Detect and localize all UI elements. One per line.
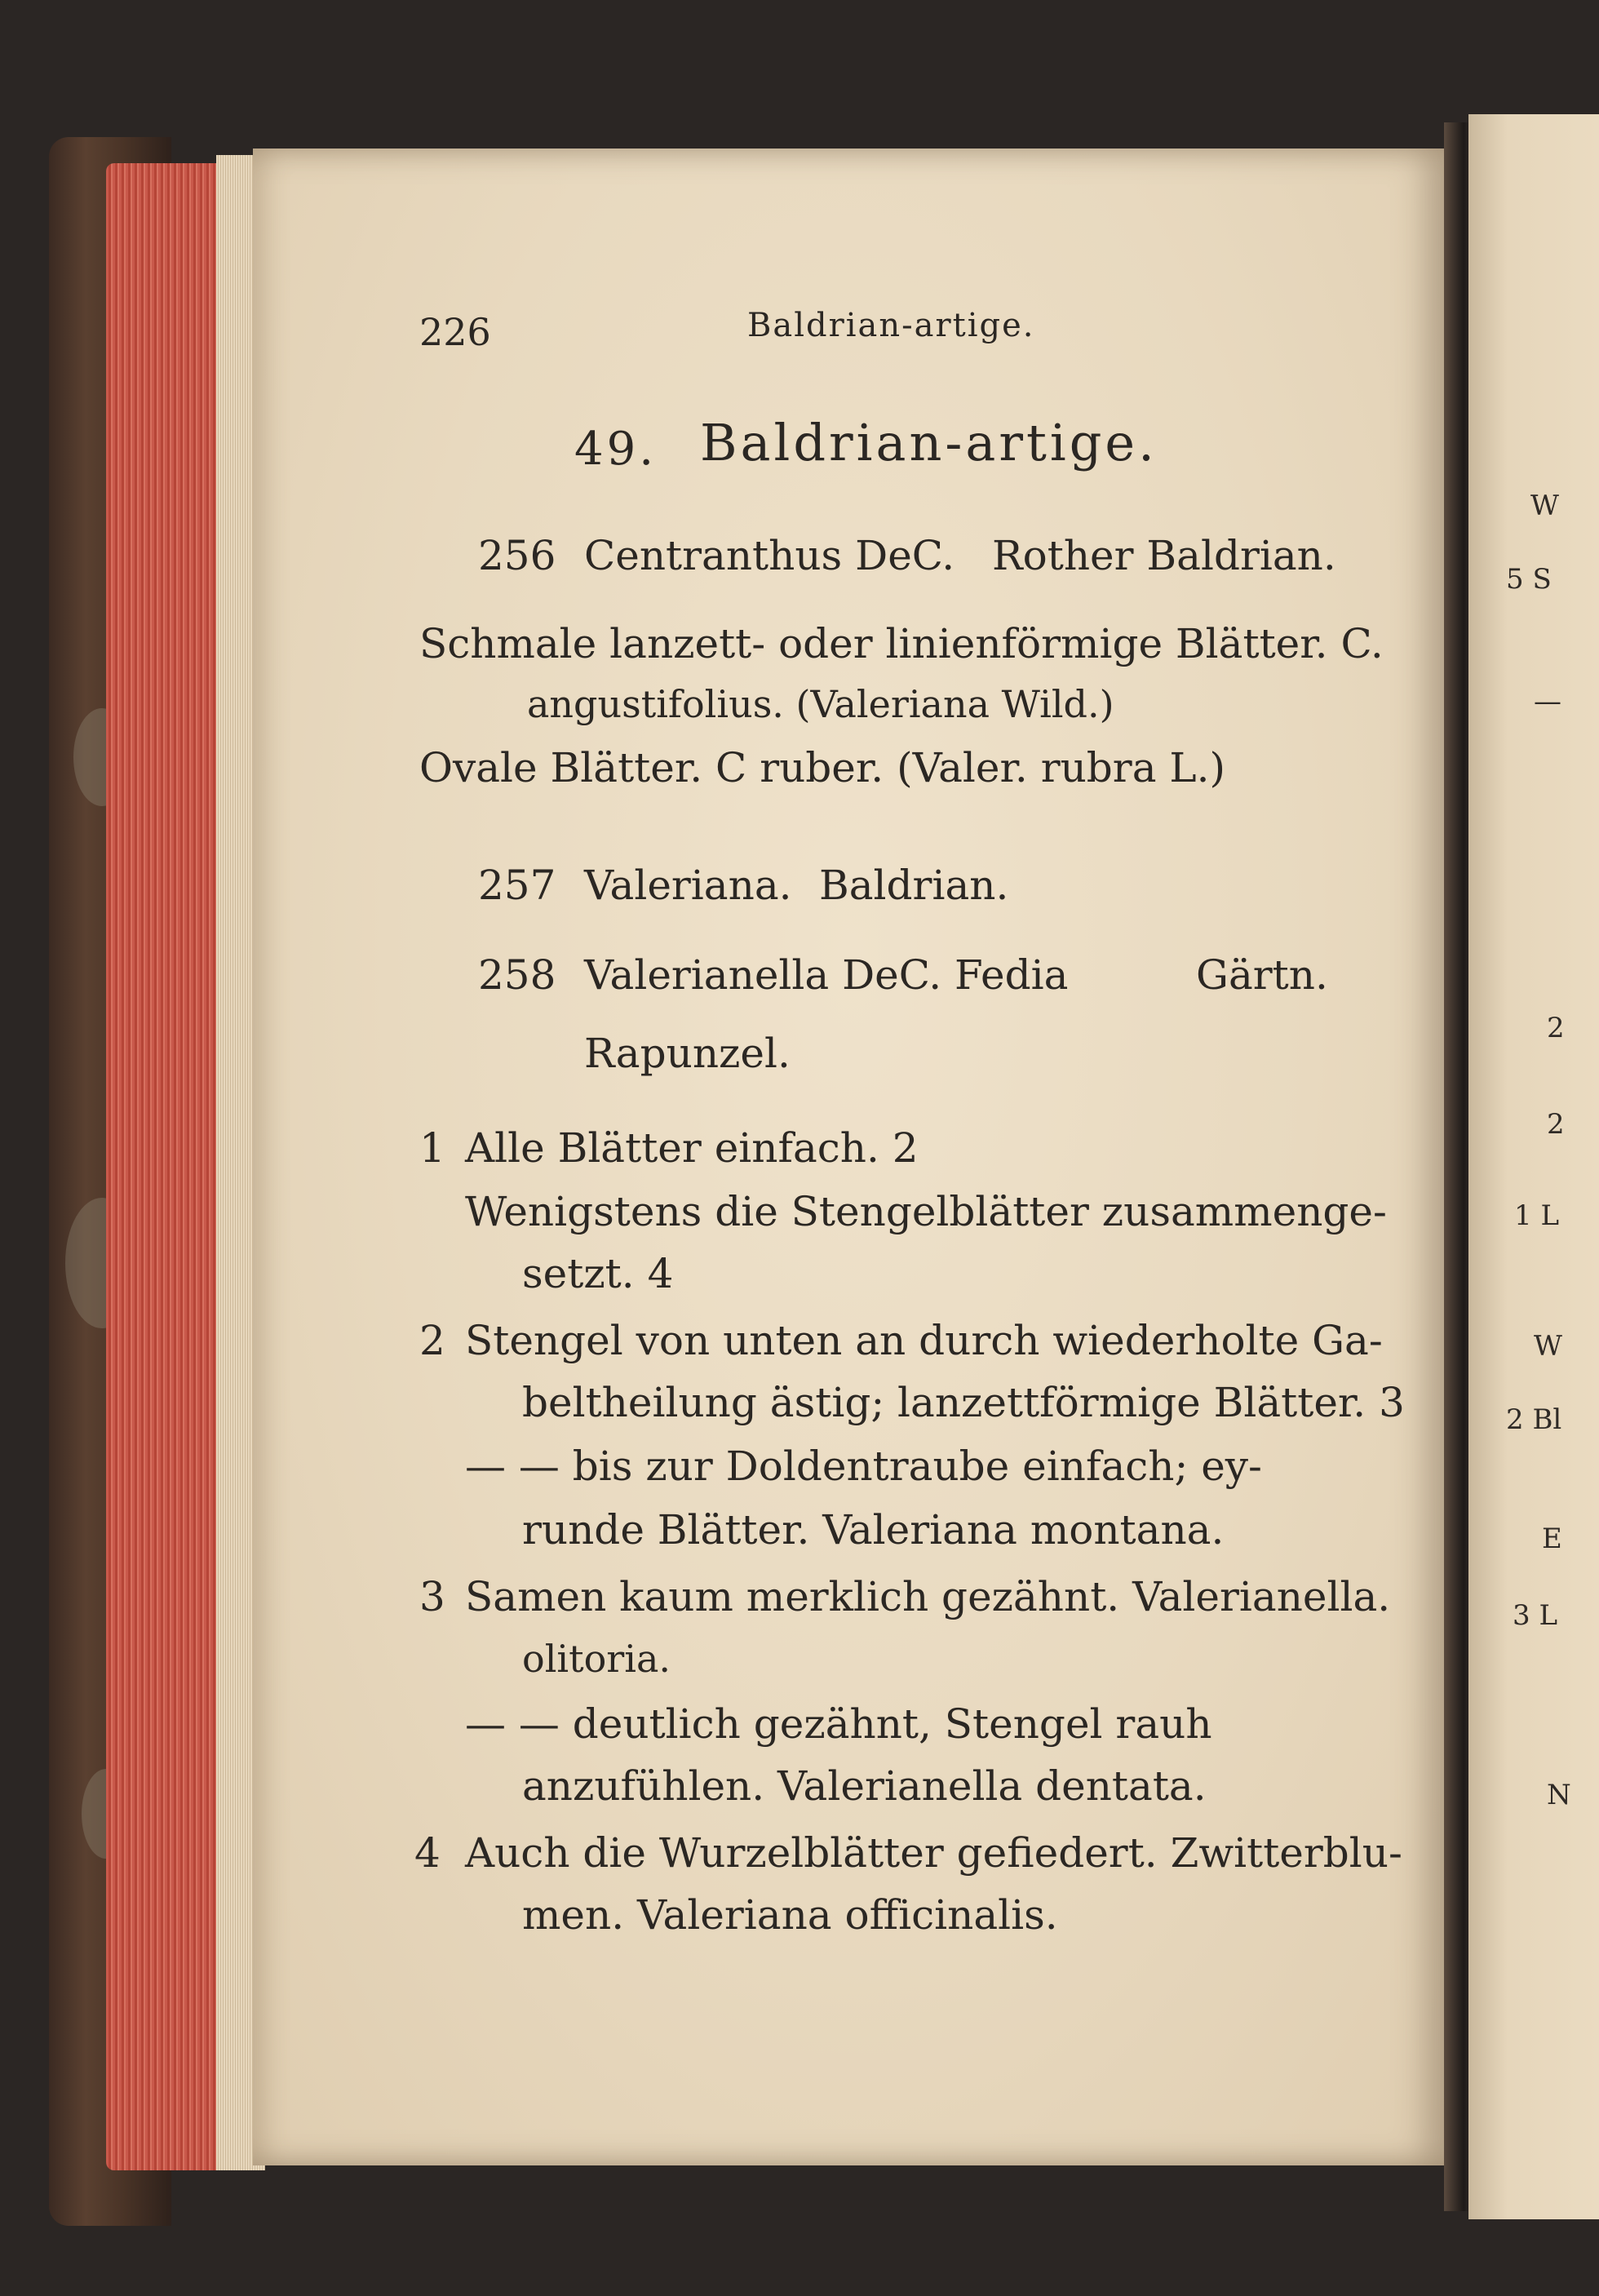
key-line: Ovale Blätter. C ruber. (Valer. rubra L.) bbox=[419, 744, 1226, 791]
key-line: anzufühlen. Valerianella dentata. bbox=[522, 1762, 1207, 1810]
facing-page bbox=[1468, 114, 1599, 2219]
key-line: Wenigstens die Stengelblätter zusammenge- bbox=[465, 1188, 1387, 1235]
key-line: men. Valeriana officinalis. bbox=[522, 1891, 1058, 1939]
facing-fragment: 2 bbox=[1547, 1108, 1565, 1141]
key-line: Stengel von unten an durch wiederholte Ga- bbox=[465, 1317, 1383, 1364]
facing-fragment: 3 L bbox=[1513, 1599, 1558, 1632]
key-number: 1 bbox=[419, 1124, 445, 1172]
facing-fragment: — bbox=[1534, 685, 1561, 718]
facing-fragment: 2 bbox=[1547, 1012, 1565, 1044]
genus-name: Valerianella DeC. Fedia bbox=[584, 951, 1069, 999]
facing-fragment: E bbox=[1542, 1523, 1562, 1555]
key-line: — — bis zur Doldentraube einfach; ey- bbox=[465, 1443, 1262, 1490]
page-number: 226 bbox=[419, 310, 491, 354]
genus-vernacular: Baldrian. bbox=[819, 862, 1009, 909]
genus-name: Valeriana. bbox=[584, 862, 792, 909]
facing-fragment: 5 S bbox=[1506, 563, 1552, 596]
genus-vernacular: Rother Baldrian. bbox=[992, 532, 1336, 579]
key-line: — — deutlich gezähnt, Stengel rauh bbox=[465, 1700, 1212, 1748]
key-line: Alle Blätter einfach. 2 bbox=[465, 1124, 919, 1172]
key-number: 4 bbox=[414, 1829, 441, 1877]
facing-fragment: 1 L bbox=[1514, 1199, 1560, 1232]
facing-fragment: 2 Bl bbox=[1506, 1403, 1562, 1436]
genus-number: 257 bbox=[478, 862, 556, 909]
key-number: 2 bbox=[419, 1317, 445, 1364]
genus-number: 258 bbox=[478, 951, 556, 999]
key-line: Samen kaum merklich gezähnt. Valerianella. bbox=[465, 1573, 1391, 1620]
chapter-number: 49. bbox=[574, 423, 658, 476]
genus-number: 256 bbox=[478, 532, 556, 579]
genus-name: Centranthus DeC. bbox=[584, 532, 955, 579]
running-title: Baldrian-artige. bbox=[747, 307, 1035, 344]
key-line: Schmale lanzett- oder linienförmige Blätter. C. bbox=[419, 620, 1384, 667]
key-line: beltheilung ästig; lanzettförmige Blätter. 3 bbox=[522, 1379, 1405, 1426]
facing-fragment: W bbox=[1530, 490, 1559, 522]
page-edges-red bbox=[106, 163, 228, 2170]
key-line: setzt. 4 bbox=[522, 1250, 674, 1297]
chapter-title: Baldrian-artige. bbox=[700, 413, 1158, 472]
facing-fragment: N bbox=[1547, 1779, 1571, 1811]
facing-fragment: W bbox=[1534, 1330, 1562, 1363]
key-line: Auch die Wurzelblätter gefiedert. Zwitterblu- bbox=[465, 1829, 1402, 1877]
key-line: olitoria. bbox=[522, 1637, 671, 1681]
key-line: angustifolius. (Valeriana Wild.) bbox=[527, 682, 1114, 726]
genus-vernacular: Rapunzel. bbox=[584, 1030, 791, 1077]
genus-author: Gärtn. bbox=[1196, 951, 1328, 999]
key-number: 3 bbox=[419, 1573, 445, 1620]
key-line: runde Blätter. Valeriana montana. bbox=[522, 1506, 1225, 1554]
